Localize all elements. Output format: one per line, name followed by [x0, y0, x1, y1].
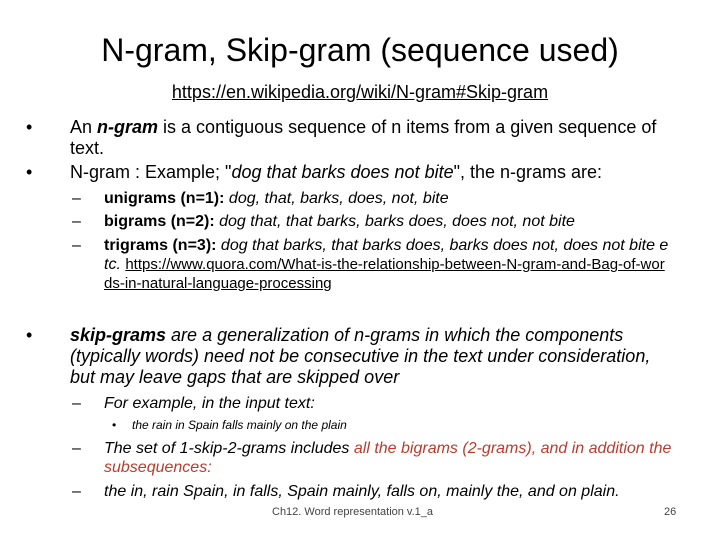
sub-bullet-subsequences: – the in, rain Spain, in falls, Spain mainly, falls on, mainly the, and on plain. — [72, 483, 620, 500]
bullet-ngram-definition: • An n-gram is a contiguous sequence of n items from a given sequence of text. — [26, 117, 657, 158]
term-n-gram: n-gram — [97, 117, 159, 137]
dash-icon: – — [72, 237, 81, 254]
bullet-icon: • — [26, 117, 33, 137]
page-number: 26 — [664, 506, 677, 518]
sub-bullet-example: – For example, in the input text: — [72, 395, 315, 412]
term-skip-grams: skip-grams — [70, 325, 167, 345]
bullet-icon: • — [112, 418, 117, 432]
dash-icon: – — [72, 483, 81, 500]
slide-title: N-gram, Skip-gram (sequence used) — [101, 32, 619, 68]
sub-bullet-trigrams: – trigrams (n=3): dog that barks, that barks does, barks does not, does not bite etc. https://www.quora.com/What-is-the-relationship-between-N-gram-and-Bag-of-words-in-natural-language-processing — [72, 237, 669, 292]
wikipedia-link[interactable]: https://en.wikipedia.org/wiki/N-gram#Skip-gram — [171, 82, 549, 102]
sub-bullet-unigrams: – unigrams (n=1): dog, that, barks, does, not, bite — [72, 190, 449, 207]
quora-link[interactable]: https://www.quora.com/What-is-the-relationship-between-N-gram-and-Bag-of-words-in-natural-language-processing — [104, 256, 665, 292]
sub-bullet-skip-bigrams: – The set of 1-skip-2-grams includes all the bigrams (2-grams), and in addition the subsequences: — [72, 440, 672, 476]
dash-icon: – — [72, 440, 81, 457]
bullet-ngram-example: • N-gram : Example; "dog that barks does not bite", the n-grams are: — [26, 162, 603, 182]
dash-icon: – — [72, 395, 81, 412]
example-sentence: dog that barks does not bite — [231, 162, 454, 182]
sample-text-item: • the rain in Spain falls mainly on the plain — [112, 418, 347, 432]
footer-text: Ch12. Word representation v.1_a — [272, 506, 434, 518]
sub-bullet-bigrams: – bigrams (n=2): dog that, that barks, barks does, does not, not bite — [72, 213, 575, 230]
bullet-skip-gram-definition: • skip-grams are a generalization of n-grams in which the components (typically words) need not be consecutive in the text under consideration, but may leave gaps that are skipped over — [26, 325, 651, 387]
bullet-icon: • — [26, 162, 33, 182]
bullet-icon: • — [26, 325, 33, 345]
dash-icon: – — [72, 190, 81, 207]
dash-icon: – — [72, 213, 81, 230]
